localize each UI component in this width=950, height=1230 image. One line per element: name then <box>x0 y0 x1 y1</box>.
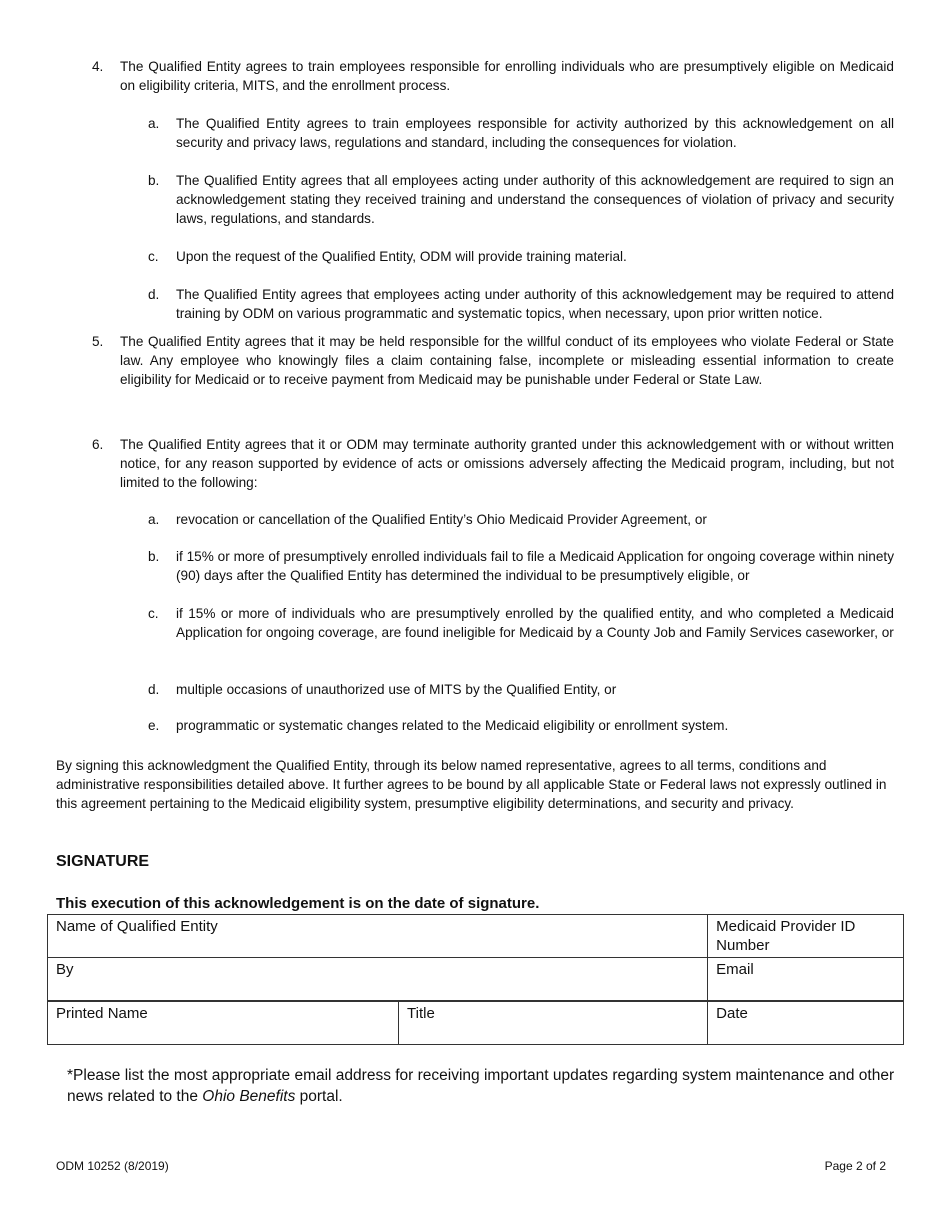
sub-letter: a. <box>148 512 160 527</box>
item-4d-text: The Qualified Entity agrees that employees acting under authority of this acknowledgement may be required to attend training by ODM on various programmatic and systematic topics, when necessary, upon prior written notice. <box>176 287 894 321</box>
note-text-end: portal. <box>295 1088 343 1105</box>
item-5-text: The Qualified Entity agrees that it may be held responsible for the willful conduct of its employees who violate Federal or State law. Any employee who knowingly files a claim containing false, incomplete or misleading essential information to create eligibility for Medicaid or to receive payment from Medicaid may be punishable under Federal or State Law. <box>120 334 894 387</box>
note-portal-name: Ohio Benefits <box>202 1088 296 1105</box>
printed-name-field[interactable]: Printed Name <box>48 1001 399 1045</box>
form-id: ODM 10252 (8/2019) <box>56 1159 169 1173</box>
closing-paragraph: By signing this acknowledgment the Qualified Entity, through its below named representative, agrees to all terms, conditions and administrative responsibilities detailed above. It further agrees to be bound by all applicable State or Federal laws not expressly outlined in this agreement pertaining to the Medicaid eligibility system, presumptive eligibility determinations, and security and privacy. <box>56 758 887 811</box>
item-4-text: The Qualified Entity agrees to train employees responsible for enrolling individuals who are presumptively eligible on Medicaid on eligibility criteria, MITS, and the enrollment process. <box>120 59 894 93</box>
item-number: 5. <box>92 334 104 349</box>
signature-table <box>47 914 904 1045</box>
email-field[interactable]: Email <box>708 958 904 1002</box>
item-4c-text: Upon the request of the Qualified Entity, ODM will provide training material. <box>176 249 627 264</box>
sub-letter: a. <box>148 116 160 131</box>
item-6d-text: multiple occasions of unauthorized use of MITS by the Qualified Entity, or <box>176 682 617 697</box>
item-6c-text: if 15% or more of individuals who are presumptively enrolled by the qualified entity, and who completed a Medicaid Application for ongoing coverage, are found ineligible for Medicaid by a County Job and Family Services caseworker, or <box>176 606 894 640</box>
item-number: 6. <box>92 437 104 452</box>
signature-caption: This execution of this acknowledgement is on the date of signature. <box>56 895 540 912</box>
sub-letter: b. <box>148 173 160 188</box>
provider-id-field[interactable]: Medicaid Provider ID Number <box>708 915 904 958</box>
sub-letter: d. <box>148 287 160 302</box>
item-4b-text: The Qualified Entity agrees that all employees acting under authority of this acknowledgement are required to sign an acknowledgement stating they received training and understand the consequences of violation of privacy and security laws, regulations, and standards. <box>176 173 894 226</box>
signature-heading: SIGNATURE <box>56 853 150 870</box>
item-number: 4. <box>92 59 104 74</box>
entity-name-field[interactable]: Name of Qualified Entity <box>48 915 708 958</box>
sub-letter: b. <box>148 549 160 564</box>
item-6e-text: programmatic or systematic changes related to the Medicaid eligibility or enrollment system. <box>176 718 729 733</box>
item-4a-text: The Qualified Entity agrees to train employees responsible for activity authorized by this acknowledgement on all security and privacy laws, regulations and standard, including the consequences for violation. <box>176 116 894 150</box>
item-6a-text: revocation or cancellation of the Qualified Entity’s Ohio Medicaid Provider Agreement, or <box>176 512 707 527</box>
page-number: Page 2 of 2 <box>824 1159 886 1173</box>
sub-letter: d. <box>148 682 160 697</box>
note-text: *Please list the most appropriate email address for receiving important updates regarding system maintenance and other news related to the <box>67 1067 895 1105</box>
by-field[interactable]: By <box>48 958 708 1002</box>
sub-letter: e. <box>148 718 160 733</box>
sub-letter: c. <box>148 606 159 621</box>
item-6-text: The Qualified Entity agrees that it or ODM may terminate authority granted under this acknowledgement with or without written notice, for any reason supported by evidence of acts or omissions adversely affecting the Medicaid program, including, but not limited to the following: <box>120 437 894 490</box>
title-field[interactable]: Title <box>399 1001 708 1045</box>
item-6b-text: if 15% or more of presumptively enrolled individuals fail to file a Medicaid Application for ongoing coverage within ninety (90) days after the Qualified Entity has determined the individual to be presumptively eligible, or <box>176 549 894 583</box>
email-note <box>67 1065 897 1107</box>
date-field[interactable]: Date <box>708 1001 904 1045</box>
sub-letter: c. <box>148 249 159 264</box>
